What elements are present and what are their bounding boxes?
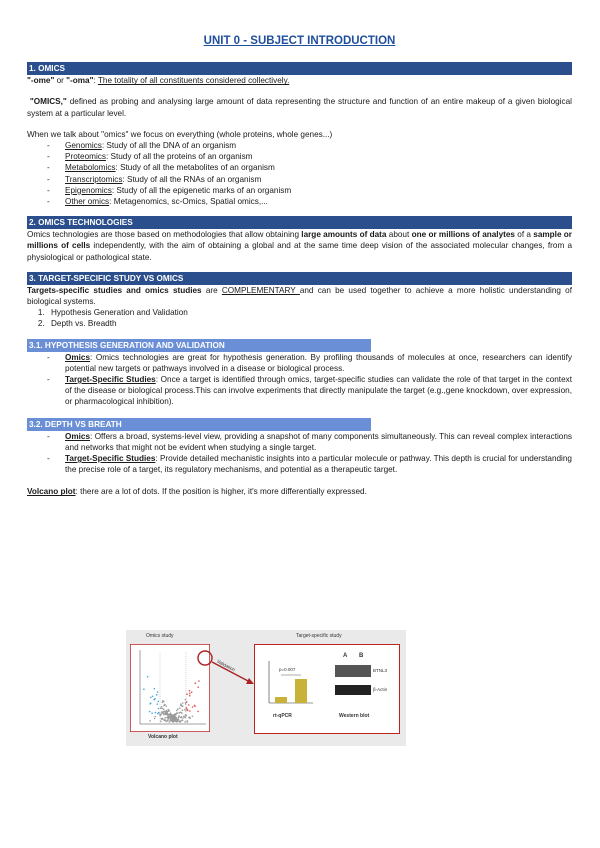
omics-description-text: defined as probing and analysing large amount of data representing the structure and function of an entire makeup of a given biological system at a particular level. — [27, 97, 572, 118]
definition-text: The totality of all constituents considered collectively. — [97, 76, 290, 86]
list-item: 1. Hypothesis Generation and Validation — [47, 307, 572, 318]
depth-list — [27, 431, 572, 476]
volcano-dot — [182, 717, 184, 719]
volcano-dot — [163, 712, 165, 714]
omics-types-list — [27, 140, 572, 207]
list-item — [47, 352, 572, 374]
section-heading-depth: 3.2. DEPTH VS BREATH — [27, 418, 371, 431]
band-btnl3-label: BTNL3 — [373, 668, 388, 673]
text-or: or — [54, 76, 67, 86]
hypothesis-list — [27, 352, 572, 408]
volcano-dot — [185, 699, 187, 701]
volcano-dot — [166, 717, 168, 719]
list-item — [47, 374, 572, 408]
volcano-plot-label: Volcano plot — [148, 734, 178, 740]
list-item-desc: : Provide detailed mechanistic insights into a particular molecule or pathway. This depth is crucial for understanding the precise role of a target, its regulatory mechanisms, and potential as a therapeutic target. — [65, 454, 572, 475]
list-item-desc: : Study of all the epigenetic marks of an organism — [111, 185, 292, 195]
volcano-dot — [167, 714, 169, 716]
list-item-desc: : Study of all the RNAs of an organism — [122, 174, 262, 184]
list-item: 2. Depth vs. Breadth — [47, 318, 572, 329]
volcano-dot — [189, 690, 191, 692]
volcano-dot — [189, 710, 191, 712]
section-heading-hypothesis: 3.1. HYPOTHESIS GENERATION AND VALIDATION — [27, 339, 371, 352]
list-item-term: Other omics — [65, 197, 110, 207]
bold-fragment: one or millions of analytes — [411, 230, 515, 240]
western-band-btnl3 — [335, 665, 371, 677]
volcano-dot — [181, 720, 183, 722]
volcano-dot — [192, 716, 194, 718]
omics-definition — [27, 75, 572, 86]
qpcr-bar-treated — [295, 679, 307, 703]
volcano-dot — [168, 709, 170, 711]
volcano-dot — [165, 719, 167, 721]
list-item — [47, 453, 572, 475]
band-actin-label: β-Actin — [373, 687, 388, 692]
bold-fragment: sample or millions of cells — [27, 230, 572, 251]
term-oma: "-oma" — [66, 76, 94, 86]
volcano-dot — [179, 707, 181, 709]
volcano-dot — [160, 707, 162, 709]
volcano-dot — [161, 706, 163, 708]
volcano-dot — [162, 702, 164, 704]
list-item-term: Epigenomics — [65, 185, 112, 195]
volcano-dot — [192, 706, 194, 708]
volcano-dot — [163, 705, 165, 707]
volcano-dot — [180, 720, 182, 722]
volcano-dot — [165, 705, 167, 707]
text-fragment: of a — [514, 230, 534, 240]
text-fragment: about — [386, 230, 412, 240]
list-item-desc: : Study of all the metabolites of an organism — [115, 163, 275, 173]
volcano-dot — [180, 704, 182, 706]
volcano-dot — [180, 717, 182, 719]
significance-label: p=0.007 — [279, 667, 296, 672]
volcano-dot — [156, 703, 158, 705]
volcano-dot — [187, 721, 189, 723]
volcano-dot — [163, 718, 165, 720]
volcano-dot — [168, 717, 170, 719]
volcano-dot — [157, 691, 159, 693]
numbered-list — [27, 307, 572, 329]
volcano-dot — [149, 703, 151, 705]
list-item — [47, 151, 572, 162]
list-item-term: Target-Specific Studies — [65, 375, 156, 385]
volcano-dot — [149, 720, 151, 722]
volcano-dot — [185, 703, 187, 705]
volcano-dot — [175, 714, 177, 716]
volcano-dot — [177, 719, 179, 721]
text-colon: : — [93, 76, 98, 86]
complementary-paragraph — [27, 285, 572, 307]
list-item-desc: : Offers a broad, systems-level view, providing a snapshot of many components simultaneously. This can reveal complex interactions and networks that might not be evident when studying a single target. — [65, 431, 572, 452]
list-item — [47, 185, 572, 196]
volcano-dot — [184, 709, 186, 711]
bold-fragment: Targets-specific studies and omics studies — [27, 285, 202, 295]
list-item-term: Omics — [65, 352, 91, 362]
text-fragment: independently, with the aim of obtaining a global and at the same time deep vision of the associated molecular changes, from a physiological or pathological state. — [27, 241, 572, 262]
volcano-dot — [158, 712, 160, 714]
term-omics: "OMICS," — [29, 97, 67, 107]
volcano-dot — [169, 710, 171, 712]
volcano-dot — [169, 714, 171, 716]
section-heading-target-vs-omics: 3. TARGET-SPECIFIC STUDY VS OMICS — [27, 272, 572, 285]
volcano-dot — [152, 696, 154, 698]
volcano-dot — [163, 714, 165, 716]
volcano-dot — [173, 720, 175, 722]
volcano-dot — [188, 704, 190, 706]
volcano-dot — [189, 693, 191, 695]
western-band-actin — [335, 685, 371, 695]
bold-fragment: large amounts of data — [301, 230, 387, 240]
volcano-dot — [149, 711, 151, 713]
volcano-dot — [197, 711, 199, 713]
volcano-dot — [154, 718, 156, 720]
list-item-term: Proteomics — [65, 152, 106, 162]
volcano-dot — [174, 719, 176, 721]
volcano-dot — [154, 698, 156, 700]
term-ome: "-ome" — [27, 76, 55, 86]
volcano-dot — [150, 697, 152, 699]
target-study-panel — [254, 644, 400, 734]
qpcr-bar-chart — [259, 657, 315, 709]
list-item-term: Metabolomics — [65, 163, 116, 173]
list-item-term: Genomics — [65, 141, 102, 151]
list-item — [47, 174, 572, 185]
underlined-fragment: COMPLEMENTARY — [221, 285, 300, 295]
list-item — [47, 162, 572, 173]
list-item — [47, 431, 572, 453]
volcano-dot — [174, 716, 176, 718]
volcano-dot — [177, 721, 179, 723]
volcano-dot — [165, 717, 167, 719]
volcano-dot — [184, 717, 186, 719]
volcano-dot — [166, 711, 168, 713]
volcano-dot — [161, 712, 163, 714]
list-item-desc: : Once a target is identified through omics, target-specific studies can validate the role of that target in the context of the disease or biological process.This can involve experiments that directly manipulate the target (e.g.,gene knockdown, over expression, or pharmacological inhibition). — [65, 375, 572, 407]
list-item-term: Omics — [65, 431, 91, 441]
volcano-dot — [178, 715, 180, 717]
volcano-dot — [147, 676, 149, 678]
text-fragment: and can be used together to achieve a more holistic understanding of biological systems. — [27, 285, 572, 307]
qpcr-label: rt-qPCR — [273, 713, 292, 719]
list-item-term: Target-Specific Studies — [65, 454, 156, 464]
lane-b-label: B — [359, 653, 364, 659]
volcano-dot — [182, 705, 184, 707]
volcano-dot — [185, 715, 187, 717]
volcano-dot — [170, 718, 172, 720]
volcano-dot — [170, 717, 172, 719]
volcano-dot — [158, 701, 160, 703]
section-heading-omics-technologies: 2. OMICS TECHNOLOGIES — [27, 216, 572, 229]
volcano-dot — [178, 717, 180, 719]
volcano-dot — [158, 708, 160, 710]
volcano-dot — [143, 688, 145, 690]
omics-intro: When we talk about "omics" we focus on everything (whole proteins, whole genes...) — [27, 129, 333, 139]
section-heading-omics: 1. OMICS — [27, 62, 572, 75]
target-study-title: Target-specific study — [296, 633, 342, 639]
western-label: Western blot — [339, 713, 370, 719]
omics-vs-target-figure — [126, 630, 406, 746]
qpcr-bar-control — [275, 697, 287, 703]
page-title: UNIT 0 - SUBJECT INTRODUCTION — [203, 35, 396, 47]
list-item-desc: : Study of all the DNA of an organism — [101, 141, 237, 151]
volcano-dot — [165, 714, 167, 716]
volcano-dot — [182, 709, 184, 711]
list-item-desc: : Study of all the proteins of an organism — [105, 152, 253, 162]
volcano-dot — [154, 688, 156, 690]
omics-study-title: Omics study — [146, 633, 174, 639]
text-fragment: Omics technologies are those based on methodologies that allow obtaining — [27, 230, 302, 240]
document-page — [27, 36, 572, 498]
text-fragment: are — [201, 285, 222, 295]
list-item-desc: : Omics technologies are great for hypothesis generation. By profiling thousands of molecules at once, researchers can identify potential new targets or pathways involved in a disease or biological process. — [65, 352, 572, 373]
volcano-dot — [155, 712, 157, 714]
volcano-dot — [189, 695, 191, 697]
volcano-dot — [185, 710, 187, 712]
list-item-desc: : Metagenomics, sc-Omics, Spatial omics,... — [109, 197, 268, 207]
volcano-dot — [164, 711, 166, 713]
volcano-dot — [194, 705, 196, 707]
volcano-dot — [159, 713, 161, 715]
volcano-dot — [186, 693, 188, 695]
volcano-dot — [151, 712, 153, 714]
omics-technologies-paragraph — [27, 229, 572, 263]
volcano-dot — [177, 712, 179, 714]
volcano-dot — [154, 716, 156, 718]
volcano-dot — [169, 721, 171, 723]
volcano-plot-note — [27, 486, 572, 497]
volcano-dot — [186, 701, 188, 703]
volcano-dot — [163, 709, 165, 711]
volcano-dot — [189, 717, 191, 719]
validation-label: Validation — [215, 658, 236, 673]
volcano-dot — [191, 691, 193, 693]
volcano-dot — [159, 715, 161, 717]
volcano-dot — [172, 721, 174, 723]
list-item — [47, 140, 572, 151]
volcano-dot — [167, 720, 169, 722]
list-item — [47, 196, 572, 207]
volcano-dot — [186, 707, 188, 709]
volcano-dot — [163, 701, 165, 703]
volcano-dot — [173, 714, 175, 716]
lane-a-label: A — [343, 653, 348, 659]
volcano-dot — [177, 708, 179, 710]
volcano-dot — [180, 712, 182, 714]
volcano-dot — [184, 721, 186, 723]
validation-arrow — [194, 642, 258, 702]
volcano-dot — [168, 718, 170, 720]
volcano-dot — [161, 719, 163, 721]
volcano-dot — [176, 710, 178, 712]
volcano-dot — [182, 702, 184, 704]
list-item-term: Transcriptomics — [65, 174, 123, 184]
volcano-term: Volcano plot — [27, 487, 76, 497]
volcano-text: : there are a lot of dots. If the position is higher, it's more differentially expressed. — [75, 487, 367, 497]
omics-description — [27, 96, 572, 118]
volcano-dot — [156, 694, 158, 696]
volcano-dot — [160, 721, 162, 723]
